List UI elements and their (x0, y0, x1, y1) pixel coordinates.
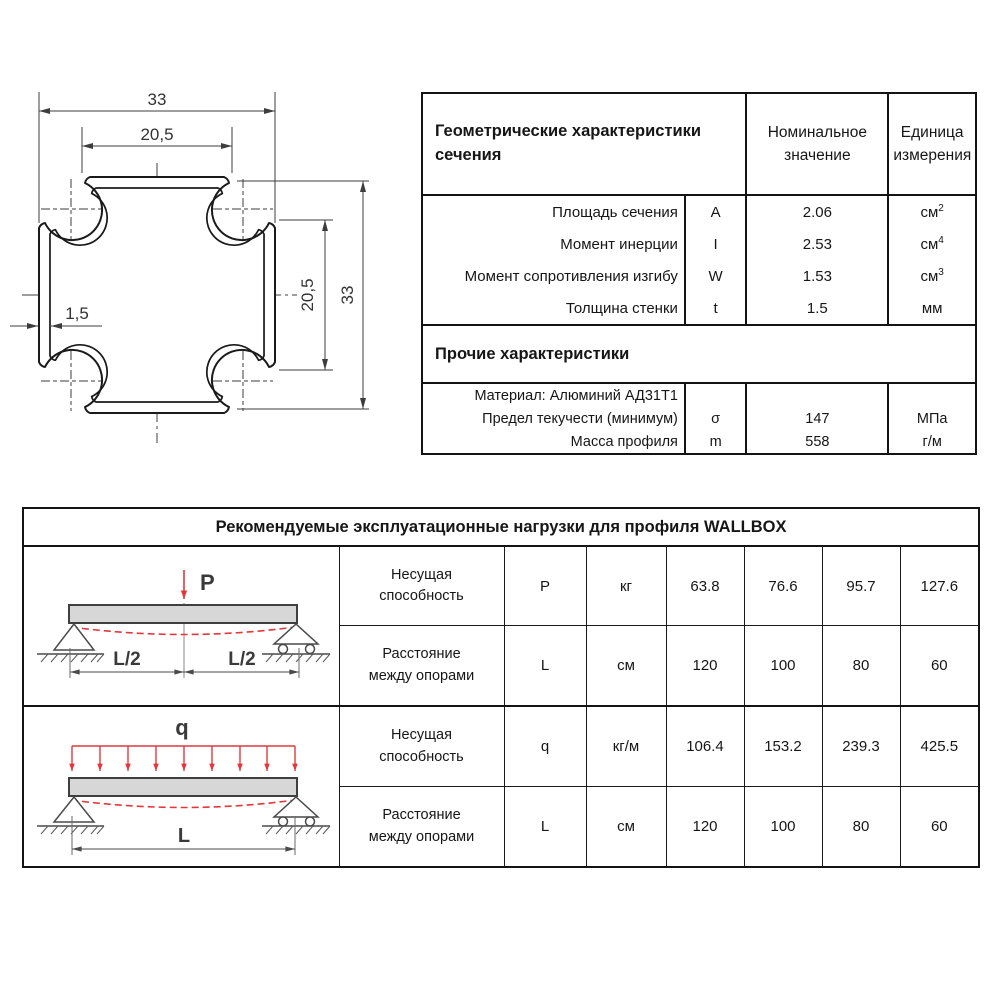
loads-value: 80 (822, 787, 900, 868)
loads-row-label: Несущая способность (339, 546, 504, 626)
ground-hatch-left (41, 654, 104, 662)
roller-wheel (306, 645, 315, 654)
profile-section-drawing (10, 78, 410, 450)
dim-text-wall: 1,5 (65, 304, 89, 323)
profile-outer-contour (39, 177, 275, 413)
loads-value: 60 (900, 787, 979, 868)
geo-row-unit: $см^4$ (888, 228, 976, 260)
dim-text-slot-right: 20,5 (298, 278, 317, 312)
loads-row-unit: кг/м (586, 706, 666, 787)
distributed-load-beam-diagram (23, 706, 339, 867)
roller-wheel (279, 817, 288, 826)
roller-wheel (279, 645, 288, 654)
geo-row-value: 147 (746, 407, 888, 430)
geo-row-symbol (685, 383, 746, 407)
geo-header-title: Геометрические характеристики сечения (422, 93, 746, 195)
geo-row-label: Материал: Алюминий АД31Т1 (474, 387, 678, 404)
geo-row-label: Момент инерции (560, 235, 678, 253)
loads-value: 100 (744, 787, 822, 868)
loads-value: 425.5 (900, 706, 979, 787)
dist-load-arrows (72, 746, 295, 771)
geo-row-unit: МПа (888, 407, 976, 430)
loads-value: 127.6 (900, 546, 979, 626)
geo-row-value: 558 (746, 430, 888, 454)
geo-row-unit: мм (888, 292, 976, 325)
loads-value: 80 (822, 626, 900, 707)
half-span-label-left: L/2 (113, 649, 141, 670)
geo-row-unit: г/м (888, 430, 976, 454)
geo-row-label: Масса профиля (570, 433, 678, 450)
loads-row-label: Несущая способность (339, 706, 504, 787)
geo-row-unit (888, 383, 976, 407)
dim-text-slot-top: 20,5 (140, 125, 174, 144)
geo-row-unit: $см^3$ (888, 260, 976, 292)
beam (69, 778, 297, 796)
loads-row-unit: см (586, 626, 666, 707)
geo-row-symbol: t (685, 292, 746, 325)
geo-row-value (746, 383, 888, 407)
loads-row-label: Расстояние между опорами (339, 787, 504, 868)
geometric-characteristics-table (421, 92, 977, 455)
geo-section-title: Прочие характеристики (422, 325, 976, 383)
pin-support (54, 624, 94, 650)
ground-hatch-right (266, 826, 330, 834)
geo-row-symbol: σ (685, 407, 746, 430)
span-label: L (178, 825, 191, 847)
dim-text-height: 33 (338, 285, 357, 305)
loads-row-symbol: q (504, 706, 586, 787)
geo-row-value: 2.06 (746, 195, 888, 228)
loads-row-label: Расстояние между опорами (339, 626, 504, 707)
geo-row-symbol: m (685, 430, 746, 454)
loads-row-symbol: L (504, 787, 586, 868)
dist-load-label: q (175, 715, 189, 740)
loads-value: 95.7 (822, 546, 900, 626)
geo-row-unit: $см^2$ (888, 195, 976, 228)
recommended-loads-table (22, 507, 980, 868)
geo-row-symbol: A (685, 195, 746, 228)
loads-value: 153.2 (744, 706, 822, 787)
geo-row-value: 1.5 (746, 292, 888, 325)
dim-text-width: 33 (147, 90, 167, 109)
geo-row-value: 2.53 (746, 228, 888, 260)
loads-value: 239.3 (822, 706, 900, 787)
loads-value: 60 (900, 626, 979, 707)
roller-wheel (306, 817, 315, 826)
loads-row-symbol: L (504, 626, 586, 707)
loads-table-title: Рекомендуемые эксплуатационные нагрузки для профиля WALLBOX (23, 508, 979, 546)
geo-row-label: Момент сопротивления изгибу (464, 267, 678, 285)
deflection-curve (71, 800, 295, 808)
geo-header-unit: Единица измерения (888, 93, 976, 195)
pin-support (54, 797, 94, 822)
loads-value: 76.6 (744, 546, 822, 626)
geo-row-symbol: I (685, 228, 746, 260)
loads-value: 120 (666, 626, 744, 707)
geo-header-nominal: Номинальное значение (746, 93, 888, 195)
geo-row-value: 1.53 (746, 260, 888, 292)
loads-row-unit: кг (586, 546, 666, 626)
half-span-label-right: L/2 (228, 649, 256, 670)
deflection-curve (71, 627, 295, 635)
roller-support (274, 797, 318, 817)
beam (69, 605, 297, 623)
loads-value: 100 (744, 626, 822, 707)
roller-support (274, 624, 318, 644)
point-load-label: P (200, 570, 215, 595)
geo-row-label: Толщина стенки (565, 299, 678, 317)
geo-row-label: Предел текучести (минимум) (482, 410, 678, 427)
loads-value: 63.8 (666, 546, 744, 626)
geo-row-label: Площадь сечения (552, 203, 678, 221)
ground-hatch-right (266, 654, 330, 662)
point-load-beam-diagram (23, 546, 339, 706)
geo-row-symbol: W (685, 260, 746, 292)
loads-value: 106.4 (666, 706, 744, 787)
loads-row-unit: см (586, 787, 666, 868)
loads-value: 120 (666, 787, 744, 868)
loads-row-symbol: P (504, 546, 586, 626)
